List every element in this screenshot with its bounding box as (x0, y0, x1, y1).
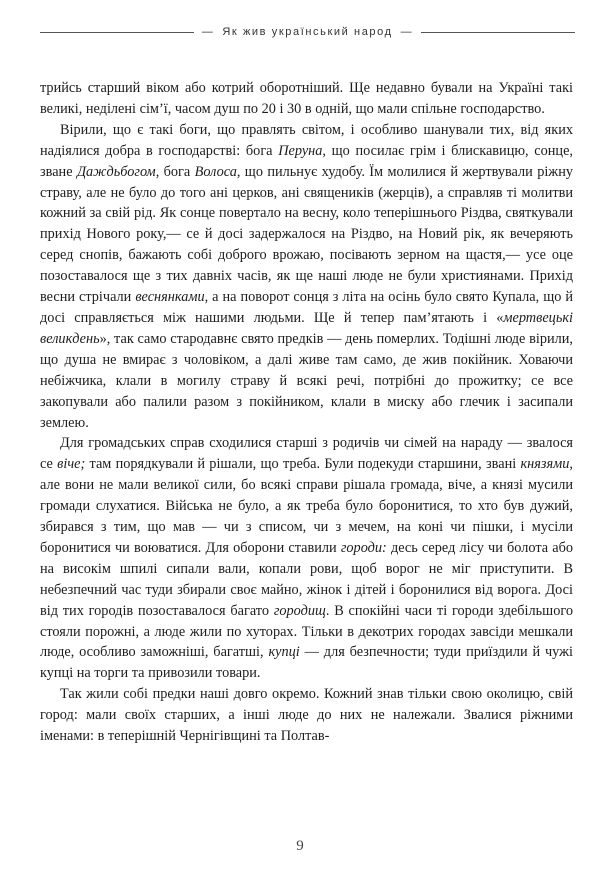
header-dash-left: — (201, 26, 215, 38)
paragraph: трийсь старший віком або котрий оборотніший. Ще недавно бували на Україні такі великі, неділені сім’ї, часом душ по 20 і 30 в одній, що мали спільне господарство. (40, 80, 573, 117)
header-dash-right: — (400, 26, 414, 38)
paragraph: Для громадських справ сходилися старші з родичів чи сімей на нараду — звалося се віче; там порядкували й рішали, що треба. Були подекуди старшини, звані князями, але вони не мали великої сили, бо всякі справи рішала громада, віче, а князі мусили громади слухатися. Війська не було, а як треба було боронитися, то хто був дужий, збирався з тим, що мав — чи з списом, чи з мечем, на коні чи пішки, і мусіли боронитися чи воюватися. Для оборони ставили городи: десь серед лісу чи болота або на високім шпилі сипали вали, копали рови, щоб ворог не міг приступити. В небезпечний час туди збирали своє майно, жінок і дітей і боронилися від ворога. Досі від тих городів позоставалося багато городищ. В спокійні часи ті городи здебільшого стояли порожні, а люде жили по хуторах. Тільки в декотрих городах завсіди мешкали люде, особливо заможніші, багатші, купці — для безпечности; туди приїздили й чужі купці на торги та привозили товари. (40, 435, 573, 682)
paragraph: Так жили собі предки наші довго окремо. Кожний знав тільки свою околицю, свій город: мали своїх старших, а інші люде до них не належали. Звалися ріжними іменами: в теперішній Чернігівщині та Полтав- (40, 686, 573, 745)
running-head-title: Як жив український народ (222, 26, 393, 38)
header-rule-right (421, 32, 575, 33)
paragraph: Вірили, що є такі боги, що правлять світом, і особливо шанували тих, від яких надіялися добра в господарстві: бога Перуна, що посилає грім і блискавицю, сонце, зване Даждьбогом, бога Волоса, що пильнує худобу. Їм молилися й жертвували ріжну страву, але не було до того ані церков, ані священиків (жерців), а справляв ті молитви кожний за свій рід. Як сонце повертало на весну, коло теперішнього Різдва, святкували прихід Нового року,— се й досі задержалося на Різдво, на Новий рік, як вечеряють серед снопів, бажають собі доброго врожаю, посівають зерном на щастя,— усе оце позоставалося ще з тих давніх часів, як ще наші люде не були християнами. Прихід весни стрічали веснянками, а на поворот сонця з літа на осінь було свято Купала, що й досі справляється між нашими людьми. Ще й тепер пам’ятають і «мертвецькі великдень», так само стародавнє свято предків — день померлих. Тодішні люде вірили, що душа не вмирає з чоловіком, а далі живе там само, де жив покійник. Ховаючи небіжчика, клали в могилу страву й всякі речі, потрібні до прожитку; се все закопували або палили разом з покійником, клали в миску або глечик і засипали землею. (40, 121, 573, 431)
running-head (40, 26, 575, 38)
header-rule-left (40, 32, 194, 33)
body-text (40, 78, 573, 747)
page-number: 9 (296, 838, 304, 854)
